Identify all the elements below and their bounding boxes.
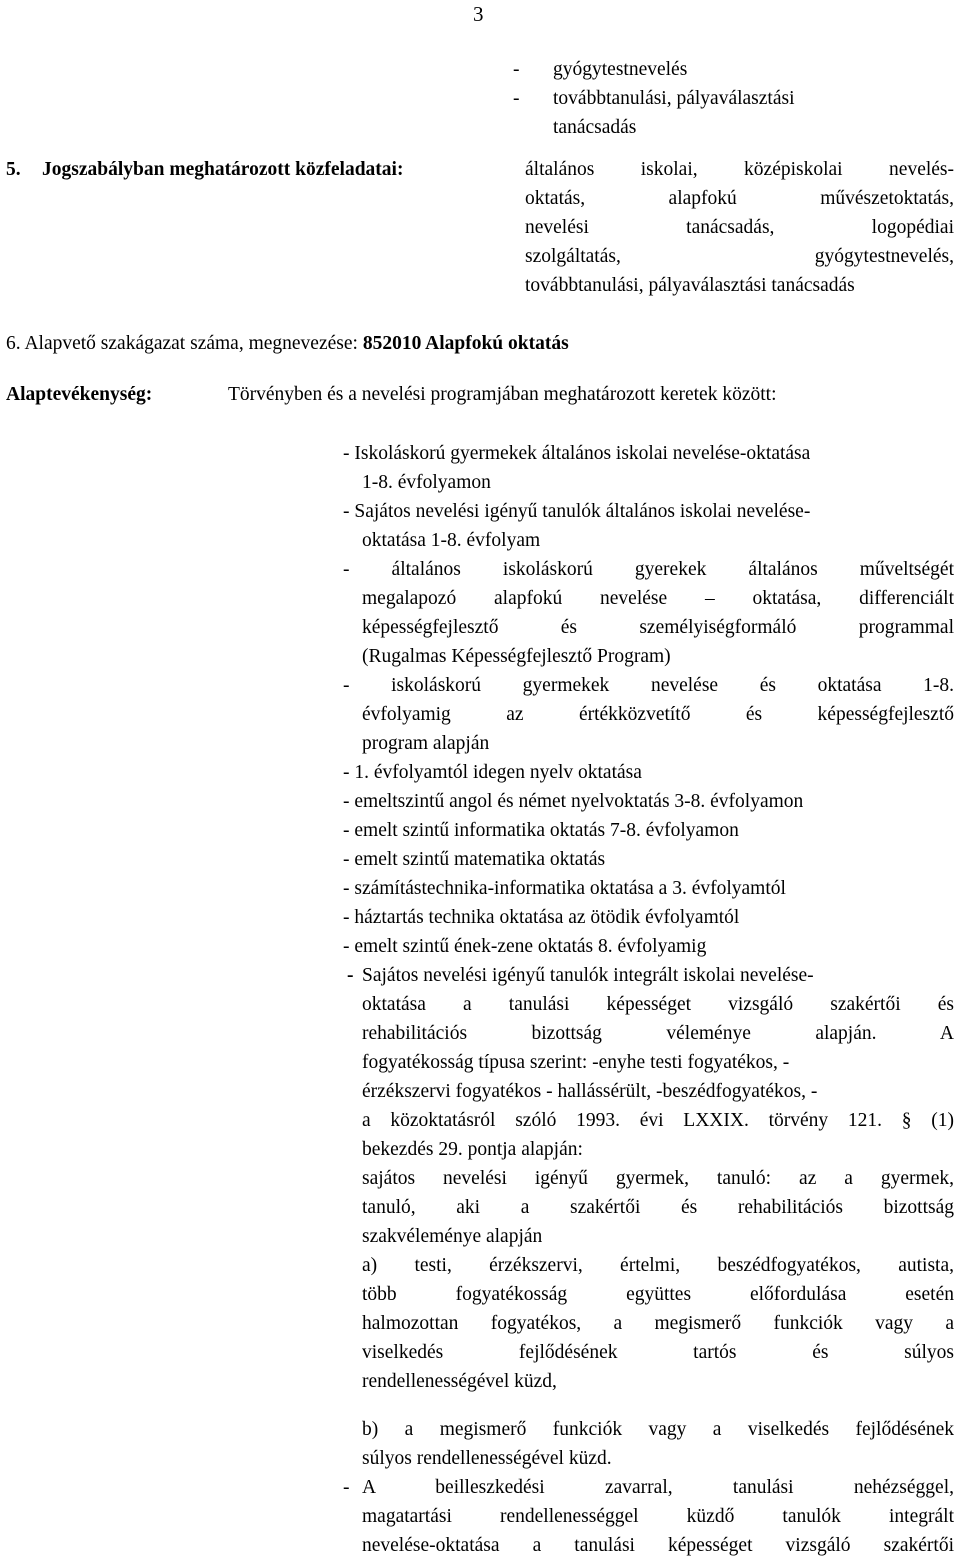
text-line: oktatás, alapfokú művészetoktatás, (525, 188, 954, 209)
paragraph-line: fogyatékosság típusa szerint: -enyhe testi fogyatékos, - (362, 1052, 790, 1073)
dash: - (347, 965, 354, 986)
paragraph-line: sajátos nevelési igényű gyermek, tanuló: az a gyermek, (362, 1168, 954, 1189)
list-item-line: megalapozó alapfokú nevelése – oktatása, differenciált (362, 588, 954, 609)
page-number: 3 (473, 2, 484, 26)
list-item-line: - emelt szintű matematika oktatás (343, 849, 606, 870)
list-item-line: évfolyamig az értékközvetítő és képességfejlesztő (362, 704, 954, 725)
text-line: általános iskolai, középiskolai nevelés- (525, 159, 954, 180)
field-label: Alaptevékenység: (6, 384, 153, 405)
list-item-line: A beilleszkedési zavarral, tanulási nehézséggel, (362, 1477, 954, 1498)
list-item-line: magatartási rendellenességgel küzdő tanulók integrált (362, 1506, 954, 1527)
list-item-line: - Iskoláskorú gyermekek általános iskolai nevelése-oktatása (343, 443, 811, 464)
paragraph-line: rendellenességével küzd, (362, 1371, 557, 1392)
list-item-line: - számítástechnika-informatika oktatása a 3. évfolyamtól (343, 878, 786, 899)
list-item: gyógytestnevelés (553, 59, 688, 80)
paragraph-line: szakvéleménye alapján (362, 1226, 543, 1247)
list-item-line: - 1. évfolyamtól idegen nyelv oktatása (343, 762, 642, 783)
text-line: szolgáltatás, gyógytestnevelés, (525, 246, 954, 267)
paragraph-line: a közoktatásról szóló 1993. évi LXXIX. törvény 121. § (1) (362, 1110, 954, 1131)
list-item-line: - iskoláskorú gyermekek nevelése és oktatása 1-8. (343, 675, 954, 696)
list-item-line: - emelt szintű informatika oktatás 7-8. évfolyamon (343, 820, 739, 841)
section6-line (6, 334, 569, 354)
list-item-line: - háztartás technika oktatása az ötödik évfolyamtól (343, 907, 740, 928)
list-item-line: - emelt szintű ének-zene oktatás 8. évfolyamig (343, 936, 707, 957)
dash: - (343, 1477, 350, 1498)
list-item-line: oktatása 1-8. évfolyam (362, 530, 541, 551)
list-item-line: - Sajátos nevelési igényű tanulók általános iskolai nevelése- (343, 501, 811, 522)
paragraph-line: Sajátos nevelési igényű tanulók integrált iskolai nevelése- (362, 965, 814, 986)
list-item-line: 1-8. évfolyamon (362, 472, 491, 493)
paragraph-line: halmozottan fogyatékos, a megismerő funkciók vagy a (362, 1313, 954, 1334)
section-value: 852010 Alapfokú oktatás (362, 333, 569, 354)
section-label: Alapvető szakágazat száma, megnevezése: (24, 333, 358, 354)
paragraph-line: bekezdés 29. pontja alapján: (362, 1139, 583, 1160)
dash: - (513, 59, 520, 80)
paragraph-line: több fogyatékosság együttes előfordulása esetén (362, 1284, 954, 1305)
text-line: továbbtanulási, pályaválasztási tanácsadás (525, 275, 855, 296)
paragraph-line: viselkedés fejlődésének tartós és súlyos (362, 1342, 954, 1363)
dash: - (513, 88, 520, 109)
list-item-line: program alapján (362, 733, 490, 754)
list-item-continuation: tanácsadás (553, 117, 637, 138)
text-line: nevelési tanácsadás, logopédiai (525, 217, 954, 238)
field-intro: Törvényben és a nevelési programjában meghatározott keretek között: (228, 384, 777, 405)
paragraph-line: súlyos rendellenességével küzd. (362, 1448, 612, 1469)
list-item-line: (Rugalmas Képességfejlesztő Program) (362, 646, 671, 667)
list-item-line: nevelése-oktatása a tanulási képességet vizsgáló szakértői (362, 1535, 954, 1556)
list-item-line: - emeltszintű angol és német nyelvoktatás 3-8. évfolyamon (343, 791, 804, 812)
section-number: 6. (6, 333, 21, 354)
paragraph-line: b) a megismerő funkciók vagy a viselkedés fejlődésének (362, 1419, 954, 1440)
list-item: továbbtanulási, pályaválasztási (553, 88, 795, 109)
section-number: 5. (6, 159, 21, 180)
paragraph-line: rehabilitációs bizottság véleménye alapján. A (362, 1023, 954, 1044)
paragraph-line: oktatása a tanulási képességet vizsgáló szakértői és (362, 994, 954, 1015)
list-item-line: képességfejlesztő és személyiségformáló programmal (362, 617, 954, 638)
paragraph-line: a) testi, érzékszervi, értelmi, beszédfogyatékos, autista, (362, 1255, 954, 1276)
section-heading: Jogszabályban meghatározott közfeladatai: (42, 159, 404, 180)
paragraph-line: érzékszervi fogyatékos - hallássérült, -beszédfogyatékos, - (362, 1081, 818, 1102)
list-item-line: - általános iskoláskorú gyerekek általános műveltségét (343, 559, 954, 580)
paragraph-line: tanuló, aki a szakértői és rehabilitációs bizottság (362, 1197, 954, 1218)
